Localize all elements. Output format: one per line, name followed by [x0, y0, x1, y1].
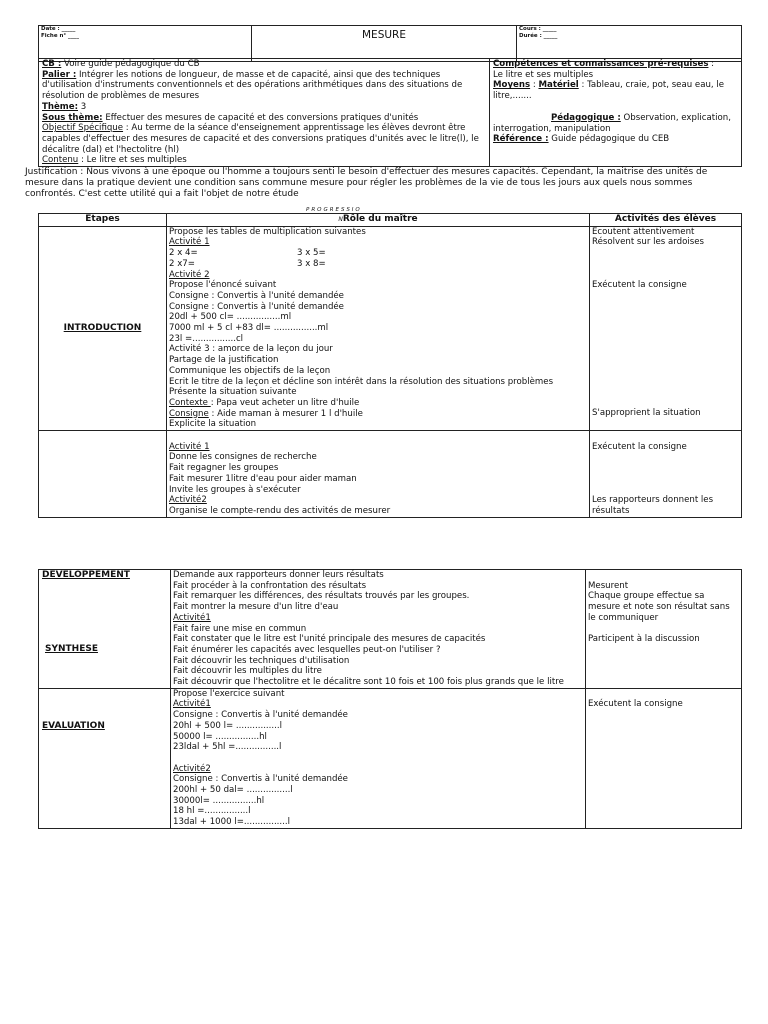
eleves-introduction-cell: Ecoutent attentivement Résolvent sur les ardoises Exécutent la consigne S'approprient la situation — [590, 226, 742, 430]
table-header-row — [39, 214, 742, 227]
stage-evaluation: EVALUATION — [39, 688, 171, 828]
progression-table-continued — [38, 569, 742, 829]
progression-table — [38, 213, 742, 518]
table-row — [39, 226, 742, 430]
stage-empty-cell — [39, 431, 167, 518]
objectif-row: Objectif Spécifique : Au terme de la séance d'enseignement apprentissage les élèves devront être capables d'effectuer des mesures de capacité et des conversions pratiques d'unités avec le litre(l), le décalitre (dal) et l'hectolitre (hl) — [42, 123, 479, 155]
info-right-cell — [490, 59, 742, 167]
cours-field: Cours : _____ — [519, 26, 557, 32]
info-left-cell — [39, 59, 490, 167]
stage-synthese: SYNTHESE — [45, 644, 98, 654]
fiche-field: Fiche n° ____ — [41, 33, 80, 39]
table-row — [39, 431, 742, 518]
header-table — [38, 25, 742, 62]
justification-text: Justification : Nous vivons à une époque ou l'homme a toujours senti le besoin d'effectuer des mesures capacités. Cependant, la maitrise des unités de mesure dans la pratique devient une condition sans commune mesure pour régler les problèmes de la vie de tous les jours aux quels nous sommes confrontés. C'est cette utilité qui a fait l'objet de notre étude — [25, 167, 708, 200]
palier-row: Palier : Intégrer les notions de longueur, de masse et de capacité, ainsi que des techniques d'utilisation d'instruments conventionnels et des opérations arithmétiques dans des situations de résolution de problèmes de mesures — [42, 69, 463, 102]
table-row — [39, 570, 742, 689]
stage-developpement-cell — [39, 570, 171, 689]
etapes-header: Etapes — [39, 214, 167, 227]
reference-row: Référence : Guide pédagogique du CEB — [493, 134, 670, 145]
stage-developpement: DEVELOPPEMENT — [42, 570, 130, 580]
competences-row: Compétences et connaissances pré-requises : — [493, 59, 715, 69]
role-header: NRôle du maître — [167, 214, 590, 227]
progression-label: PROGRESSIO — [306, 207, 362, 213]
role-introduction-cell: Propose les tables de multiplication suivantes Activité 1 2 x 4= 3 x 5= 2 x7= 3 x 8= Activité 2 Propose l'énoncé suivant Consigne : Convertis à l'unité demandée Consigne : Convertis à l'unité demandée 20dl + 500 cl= ................ml 7000 ml + 5 cl +83 dl= ................ml 23l =................cl Activité 3 : amorce de la leçon du jour Partage de la justification Communique les objectifs de la leçon Ecrit le titre de la leçon et décline son intérêt dans la résolution des situations problèmes Présente la situation suivante Contexte : Papa veut acheter un litre d'huile Consigne : Aide maman à mesurer 1 l d'huile Explicite la situation — [167, 226, 590, 430]
competences-text: Le litre et ses multiples — [493, 69, 594, 80]
sous-theme-row: Sous thème: Effectuer des mesures de capacité et des conversions pratiques d'unités — [42, 112, 419, 123]
stage-introduction: INTRODUCTION — [39, 226, 167, 430]
page-title: MESURE — [252, 26, 517, 62]
cours-duree-cell — [517, 26, 742, 62]
role-activite-cell: Activité 1 Donne les consignes de recherche Fait regagner les groupes Fait mesurer 1litre d'eau pour aider maman Invite les groupes à s'exécuter Activité2 Organise le compte-rendu des activités de mesurer — [167, 431, 590, 518]
moyens-row: Moyens : Matériel : Tableau, craie, pot, seau eau, le litre,....... — [493, 80, 725, 102]
role-developpement-cell: Demande aux rapporteurs donner leurs résultats Fait procéder à la confrontation des résultats Fait remarquer les différences, des résultats trouvés par les groupes. Fait montrer la mesure d'un litre d'eau Activité1 Fait faire une mise en commun Fait constater que le litre est l'unité principale des mesures de capacités Fait énumérer les capacités avec lesquelles peut-on l'utiliser ? Fait découvrir les techniques d'utilisation Fait découvrir les multiples du litre Fait découvrir que l'hectolitre et le décalitre sont 10 fois et 100 fois plus grands que le litre — [171, 570, 586, 689]
table-row — [39, 688, 742, 828]
info-table — [38, 58, 742, 167]
eleves-developpement-cell: Mesurent Chaque groupe effectue sa mesure et note son résultat sans le communiquer Participent à la discussion — [586, 570, 742, 689]
eleves-evaluation-cell: Exécutent la consigne — [586, 688, 742, 828]
eleves-activite-cell: Exécutent la consigne Les rapporteurs donnent les résultats — [590, 431, 742, 518]
contenu-row: Contenu : Le litre et ses multiples — [42, 155, 187, 166]
pedagogique-row: Pédagogique : Observation, explication, interrogation, manipulation — [493, 112, 731, 134]
activites-header: Activités des élèves — [590, 214, 742, 227]
date-field: Date : _____ — [41, 26, 76, 32]
role-evaluation-cell: Propose l'exercice suivant Activité1 Consigne : Convertis à l'unité demandée 20hl + 500 l= ................l 50000 l= ................hl 23ldal + 5hl =................l Activité2 Consigne : Convertis à l'unité demandée 200hl + 50 dal= ................l 30000l= ................hl 18 hl =................l 13dal + 1000 l=................l — [171, 688, 586, 828]
duree-field: Durée : _____ — [519, 33, 558, 39]
cb-row: CB : Voire guide pédagogique du CB — [42, 59, 200, 69]
date-fiche-cell — [39, 26, 252, 62]
theme-row: Thème: 3 — [42, 101, 87, 112]
